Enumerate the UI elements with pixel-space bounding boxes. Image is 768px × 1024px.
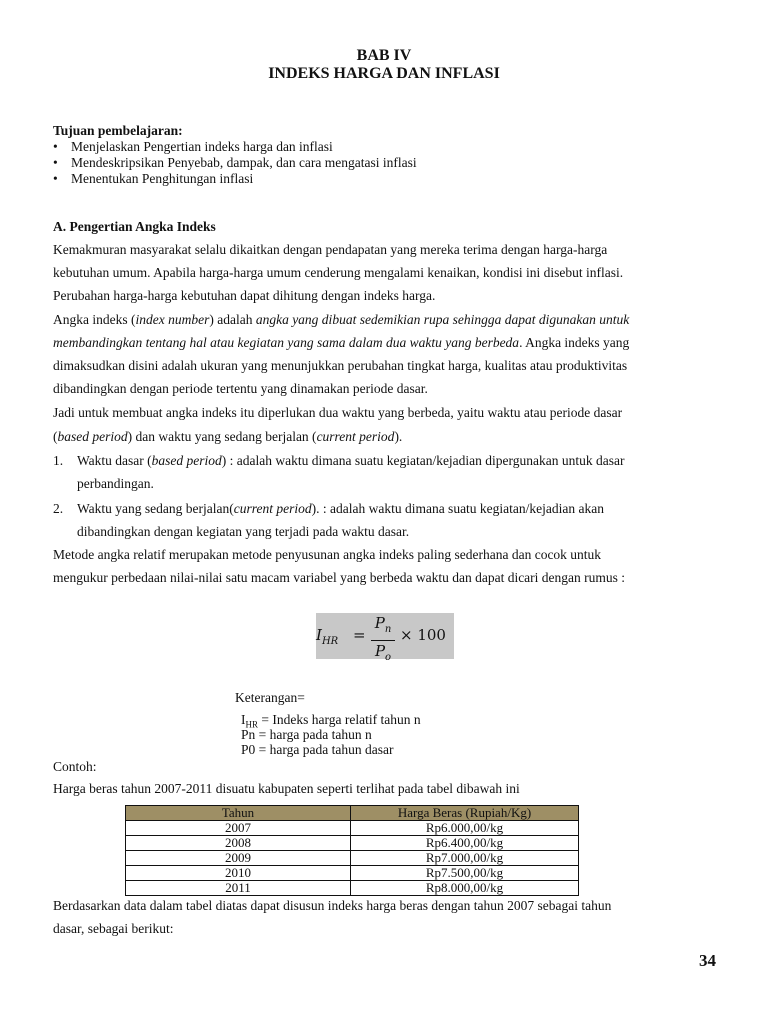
price-table bbox=[125, 805, 579, 896]
formula-lhs: $I_{HR}$ bbox=[316, 626, 339, 647]
example-label: Contoh: bbox=[53, 759, 97, 774]
legend-heading: Keterangan= bbox=[235, 690, 305, 705]
objectives-heading: Tujuan pembelajaran: bbox=[53, 123, 183, 138]
list-item: Waktu dasar (based period) : adalah waktu dimana suatu kegiatan/kejadian dipergunakan untuk dasar bbox=[77, 453, 625, 468]
formula-denominator: $P_o$ bbox=[374, 642, 392, 663]
price-cell: Rp6.000,00/kg bbox=[351, 821, 579, 836]
column-header-year: Tahun bbox=[126, 806, 351, 821]
table-row bbox=[126, 866, 579, 881]
paragraph-line: kebutuhan umum. Apabila harga-harga umum cenderung mengalami kenaikan, kondisi ini disebut inflasi. bbox=[53, 265, 624, 280]
bullet-icon: • bbox=[53, 171, 58, 186]
bullet-icon: • bbox=[53, 139, 58, 154]
paragraph-line: dibandingkan dengan periode tertentu yang dinamakan periode dasar. bbox=[53, 381, 428, 396]
paragraph-line: Perubahan harga-harga kebutuhan dapat dihitung dengan indeks harga. bbox=[53, 288, 436, 303]
paragraph-line: membandingkan tentang hal atau kegiatan yang sama dalam dua waktu yang berbeda. Angka indeks yang bbox=[53, 335, 630, 350]
paragraph-line: Kemakmuran masyarakat selalu dikaitkan dengan pendapatan yang mereka terima dengan harga-harga bbox=[53, 242, 608, 257]
formula-multiplier: × 100 bbox=[400, 626, 446, 644]
objective-item: • Menentukan Penghitungan inflasi bbox=[53, 171, 254, 186]
table-header-row bbox=[126, 806, 579, 821]
legend-line: P0 = harga pada tahun dasar bbox=[241, 742, 394, 757]
year-cell: 2011 bbox=[126, 881, 351, 896]
table-row bbox=[126, 836, 579, 851]
chapter-number: BAB IV bbox=[356, 47, 412, 64]
objectives-list bbox=[53, 139, 417, 187]
formula-box bbox=[316, 613, 454, 663]
table-row bbox=[126, 851, 579, 866]
objective-item: • Mendeskripsikan Penyebab, dampak, dan cara mengatasi inflasi bbox=[53, 155, 417, 170]
list-item-number: 2. bbox=[53, 501, 64, 516]
paragraph-line: Jadi untuk membuat angka indeks itu diperlukan dua waktu yang berbeda, yaitu waktu atau periode dasar bbox=[53, 405, 623, 420]
year-cell: 2010 bbox=[126, 866, 351, 881]
objective-item: • Menjelaskan Pengertian indeks harga dan inflasi bbox=[53, 139, 333, 154]
legend-line: Pn = harga pada tahun n bbox=[241, 727, 372, 742]
paragraph-line: (based period) dan waktu yang sedang berjalan (current period). bbox=[53, 429, 403, 444]
legend-line: $I_{HR}$ = Indeks harga relatif tahun n bbox=[241, 712, 421, 730]
column-header-price: Harga Beras (Rupiah/Kg) bbox=[351, 806, 579, 821]
table-row bbox=[126, 881, 579, 896]
year-cell: 2009 bbox=[126, 851, 351, 866]
year-cell: 2008 bbox=[126, 836, 351, 851]
page-number: 34 bbox=[699, 951, 716, 970]
price-cell: Rp6.400,00/kg bbox=[351, 836, 579, 851]
section-a-heading: A. Pengertian Angka Indeks bbox=[53, 219, 216, 234]
paragraph-line: dasar, sebagai berikut: bbox=[53, 921, 174, 936]
year-cell: 2007 bbox=[126, 821, 351, 836]
paragraph-line: Angka indeks (index number) adalah angka yang dibuat sedemikian rupa sehingga dapat digunakan untuk bbox=[53, 312, 630, 327]
price-cell: Rp8.000,00/kg bbox=[351, 881, 579, 896]
formula-fraction bbox=[370, 613, 396, 668]
list-item-continuation: perbandingan. bbox=[77, 476, 154, 491]
table-row bbox=[126, 821, 579, 836]
formula-equals: = bbox=[353, 626, 366, 644]
example-intro: Harga beras tahun 2007-2011 disuatu kabupaten seperti terlihat pada tabel dibawah ini bbox=[53, 781, 520, 796]
list-item: Waktu yang sedang berjalan(current period). : adalah waktu dimana suatu kegiatan/kejadian akan bbox=[77, 501, 604, 516]
list-item-continuation: dibandingkan dengan kegiatan yang terjadi pada waktu dasar. bbox=[77, 524, 410, 539]
price-cell: Rp7.000,00/kg bbox=[351, 851, 579, 866]
bullet-icon: • bbox=[53, 155, 58, 170]
paragraph-line: mengukur perbedaan nilai-nilai satu macam variabel yang berbeda waktu dan dapat dicari dengan rumus : bbox=[53, 570, 626, 585]
list-item-number: 1. bbox=[53, 453, 64, 468]
paragraph-line: Berdasarkan data dalam tabel diatas dapat disusun indeks harga beras dengan tahun 2007 sebagai tahun bbox=[53, 898, 612, 913]
paragraph-line: dimaksudkan disini adalah ukuran yang menunjukkan perubahan tingkat harga, kualitas atau produktivitas bbox=[53, 358, 628, 373]
paragraph-line: Metode angka relatif merupakan metode penyusunan angka indeks paling sederhana dan cocok untuk bbox=[53, 547, 602, 562]
price-cell: Rp7.500,00/kg bbox=[351, 866, 579, 881]
chapter-title: INDEKS HARGA DAN INFLASI bbox=[268, 65, 500, 82]
formula-numerator: $P_n$ bbox=[374, 614, 392, 635]
